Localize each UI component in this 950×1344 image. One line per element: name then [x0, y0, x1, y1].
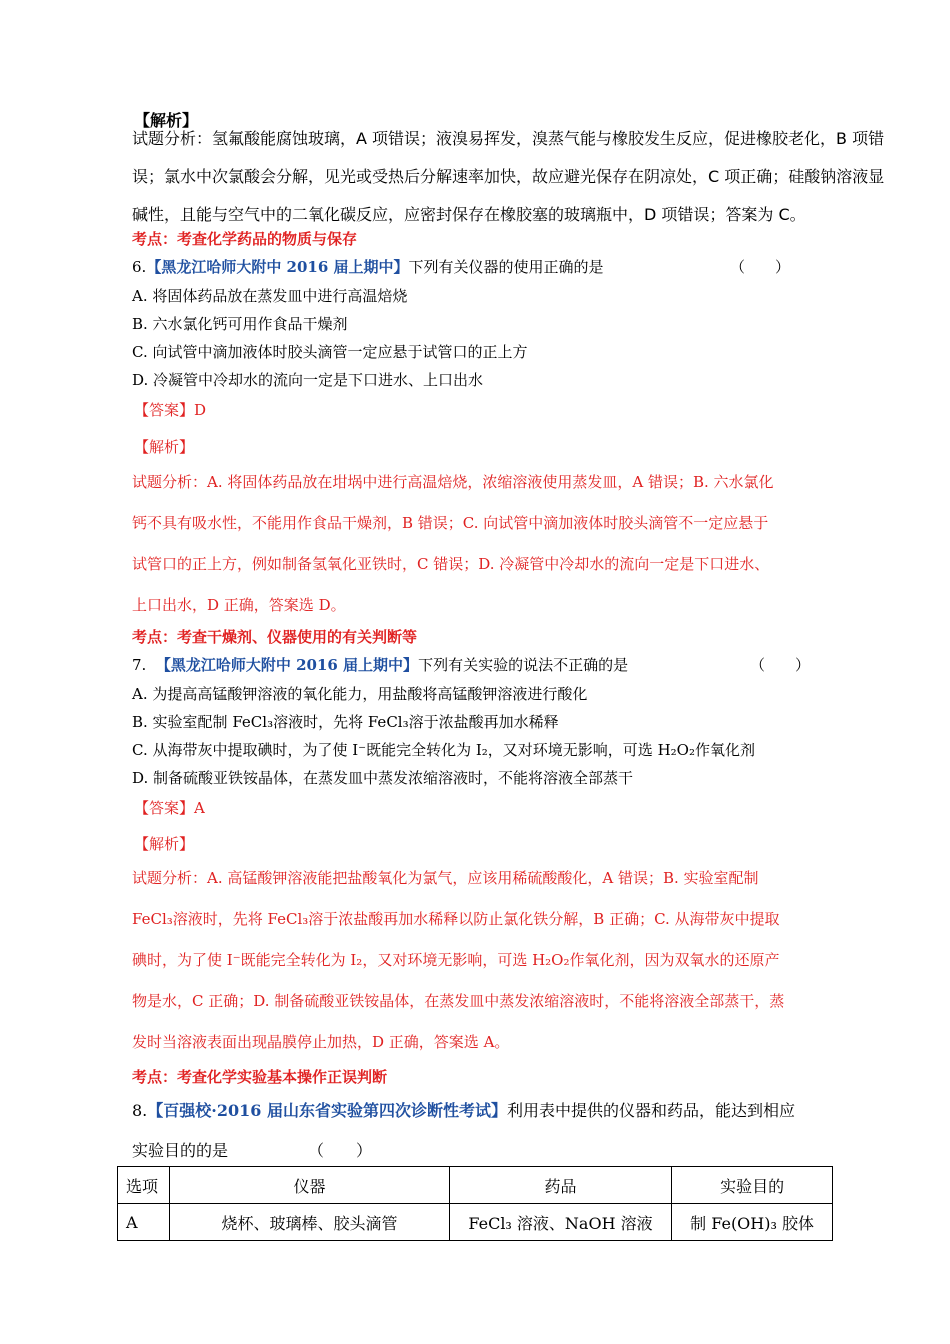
analysis-line: 碘时，为了使 I⁻既能完全转化为 I₂，又对环境无影响，可选 H₂O₂作氧化剂，因为双氧水的还原产 — [132, 951, 780, 969]
table-header-cell: 选项 — [118, 1167, 170, 1204]
question-number: 8. — [132, 1101, 148, 1120]
analysis-text-6 — [132, 462, 832, 626]
answer-paren: （ ） — [750, 656, 811, 674]
analysis-line: 发时当溶液表面出现晶膜停止加热，D 正确，答案选 A。 — [132, 1033, 510, 1051]
question-source: 【黑龙江哈师大附中 2016 届上期中】 — [146, 258, 409, 276]
analysis-line: 试管口的正上方，例如制备氢氧化亚铁时，C 错误；D. 冷凝管中冷却水的流向一定是下口进水、 — [132, 555, 770, 573]
option-a: A. 为提高高锰酸钾溶液的氧化能力，用盐酸将高锰酸钾溶液进行酸化 — [132, 685, 588, 703]
table-header-cell: 仪器 — [170, 1167, 450, 1204]
question-source: 【黑龙江哈师大附中 2016 届上期中】 — [155, 656, 419, 674]
question-stem: 利用表中提供的仪器和药品，能达到相应 — [506, 1101, 795, 1120]
analysis-line: 误；氯水中次氯酸会分解，见光或受热后分解速率加快，故应避光保存在阴凉处，C 项正确；硅酸钠溶液显 — [132, 167, 885, 186]
kaodian-7: 考点：考查化学实验基本操作正误判断 — [132, 1068, 388, 1086]
analysis-heading-6: 【解析】 — [134, 438, 195, 456]
table-cell: A — [118, 1204, 170, 1241]
option-c: C. 向试管中滴加液体时胶头滴管一定应悬于试管口的正上方 — [132, 343, 528, 361]
analysis-line: 上口出水，D 正确，答案选 D。 — [132, 596, 346, 614]
analysis-line: 钙不具有吸水性，不能用作食品干燥剂，B 错误；C. 向试管中滴加液体时胶头滴管不一定应悬于 — [132, 514, 769, 532]
question-source: 【百强校·2016 届山东省实验第四次诊断性考试】 — [147, 1101, 507, 1120]
table-row — [118, 1204, 833, 1241]
answer-6: 【答案】D — [134, 401, 207, 419]
question-7-stem — [132, 654, 628, 675]
question-stem: 下列有关仪器的使用正确的是 — [408, 258, 604, 276]
question-stem: 实验目的的是 — [132, 1141, 229, 1160]
analysis-text-7 — [132, 858, 832, 1063]
question-8-table — [117, 1166, 833, 1241]
table-header-row — [118, 1167, 833, 1204]
question-number: 6. — [132, 258, 147, 276]
question-number: 7. — [132, 656, 147, 674]
table-cell: 制 Fe(OH)₃ 胶体 — [672, 1204, 833, 1241]
analysis-line: 试题分析：A. 高锰酸钾溶液能把盐酸氧化为氯气，应该用稀硫酸酸化，A 错误；B. 实验室配制 — [132, 869, 759, 887]
question-7-options — [132, 680, 852, 792]
question-8-stem — [132, 1098, 795, 1121]
question-6-options — [132, 282, 822, 394]
table-header-cell: 药品 — [449, 1167, 671, 1204]
analysis-line: 试题分析：氢氟酸能腐蚀玻璃，A 项错误；液溴易挥发，溴蒸气能与橡胶发生反应，促进橡胶老化，B 项错 — [132, 129, 885, 148]
analysis-line: 试题分析：A. 将固体药品放在坩埚中进行高温焙烧，浓缩溶液使用蒸发皿，A 错误；B. 六水氯化 — [132, 473, 774, 491]
analysis-line: FeCl₃溶液时，先将 FeCl₃溶于浓盐酸再加水稀释以防止氯化铁分解，B 正确；C. 从海带灰中提取 — [132, 910, 780, 928]
option-b: B. 六水氯化钙可用作食品干燥剂 — [132, 315, 348, 333]
answer-paren: （ ） — [730, 258, 791, 276]
option-a: A. 将固体药品放在蒸发皿中进行高温焙烧 — [132, 287, 408, 305]
analysis-line: 碱性，且能与空气中的二氧化碳反应，应密封保存在橡胶塞的玻璃瓶中，D 项错误；答案为 C。 — [132, 205, 806, 224]
kaodian-1: 考点：考查化学药品的物质与保存 — [132, 230, 358, 248]
table-cell: 烧杯、玻璃棒、胶头滴管 — [170, 1204, 450, 1241]
option-d: D. 冷凝管中冷却水的流向一定是下口进水、上口出水 — [132, 371, 484, 389]
table-header-cell: 实验目的 — [672, 1167, 833, 1204]
option-b: B. 实验室配制 FeCl₃溶液时，先将 FeCl₃溶于浓盐酸再加水稀释 — [132, 713, 559, 731]
analysis-heading-7: 【解析】 — [134, 835, 195, 853]
question-8-stem-cont — [132, 1138, 372, 1161]
table-cell: FeCl₃ 溶液、NaOH 溶液 — [449, 1204, 671, 1241]
question-6-stem — [132, 256, 604, 277]
answer-paren: （ ） — [308, 1141, 373, 1160]
analysis-text-1 — [132, 120, 912, 234]
analysis-heading-1: 【解析】 — [134, 111, 199, 130]
kaodian-6: 考点：考查干燥剂、仪器使用的有关判断等 — [132, 628, 418, 646]
analysis-line: 物是水，C 正确；D. 制备硫酸亚铁铵晶体，在蒸发皿中蒸发浓缩溶液时，不能将溶液全部蒸干，蒸 — [132, 992, 785, 1010]
question-stem: 下列有关实验的说法不正确的是 — [418, 656, 629, 674]
answer-7: 【答案】A — [134, 799, 205, 817]
option-d: D. 制备硫酸亚铁铵晶体，在蒸发皿中蒸发浓缩溶液时，不能将溶液全部蒸干 — [132, 769, 634, 787]
option-c: C. 从海带灰中提取碘时，为了使 I⁻既能完全转化为 I₂，又对环境无影响，可选 H₂O₂作氧化剂 — [132, 741, 755, 759]
